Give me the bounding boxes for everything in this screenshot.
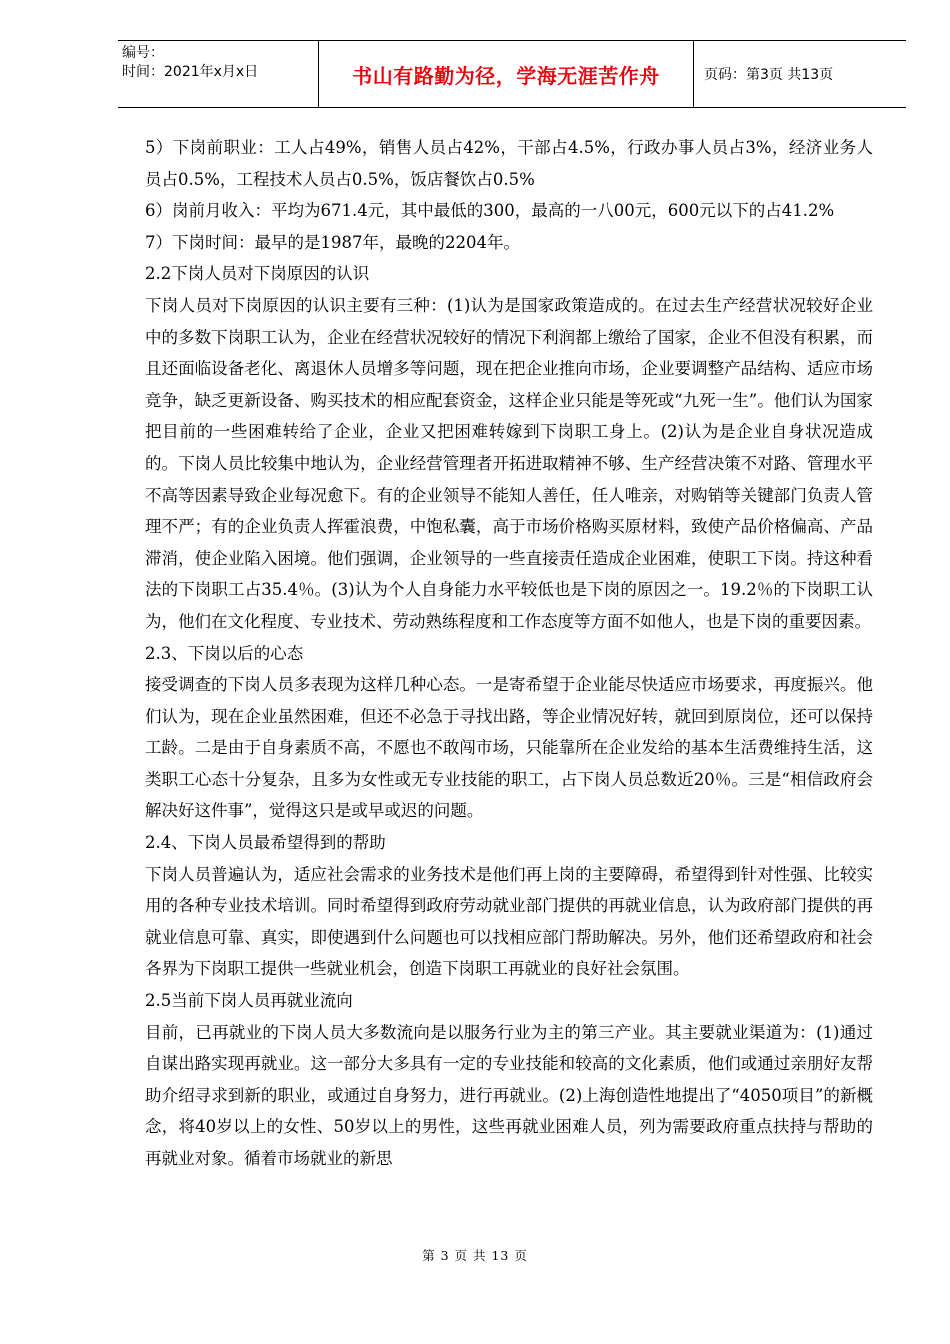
paragraph-reemployment-flow: 目前，已再就业的下岗人员大多数流向是以服务行业为主的第三产业。其主要就业渠道为：(1)通过自谋出路实现再就业。这一部分大多具有一定的专业技能和较高的文化素质，他们或通过亲朋好友帮助介绍寻求到新的职业，或通过自身努力，进行再就业。(2)上海创造性地提出了“4050项目”的新概念，将40岁以上的女性、50岁以上的男性，这些再就业困难人员，列为需要政府重点扶持与帮助的再就业对象。循着市场就业的新思 <box>145 1022 873 1168</box>
list-item-income: 6）岗前月收入：平均为671.4元，其中最低的300，最高的一八00元，600元以下的占41.2% <box>145 201 835 221</box>
header-motto: 书山有路勤为径，学海无涯苦作舟 <box>352 63 660 88</box>
page-header <box>118 40 906 108</box>
document-body <box>145 132 873 1175</box>
list-item-layoff-time: 7）下岗时间：最早的是1987年，最晚的2204年。 <box>145 232 520 252</box>
header-page-code: 页码：第3页 共13页 <box>704 66 834 83</box>
header-page-cell <box>694 41 907 108</box>
paragraph-mindset: 接受调查的下岗人员多表现为这样几种心态。一是寄希望于企业能尽快适应市场要求，再度振兴。他们认为，现在企业虽然困难，但还不必急于寻找出路，等企业情况好转，就回到原岗位，还可以保持工龄。二是由于自身素质不高，不愿也不敢闯市场，只能靠所在企业发给的基本生活费维持生活，这类职工心态十分复杂，且多为女性或无专业技能的职工，占下岗人员总数近20％。三是“相信政府会解决好这件事”，觉得这只是或早或迟的问题。 <box>145 675 873 821</box>
section-heading-2-5: 2.5当前下岗人员再就业流向 <box>145 991 353 1011</box>
document-number-label: 编号： <box>122 45 164 61</box>
page-footer-number: 第 3 页 共 13 页 <box>422 1248 528 1263</box>
section-heading-2-2: 2.2下岗人员对下岗原因的认识 <box>145 264 370 284</box>
section-heading-2-3: 2.3、下岗以后的心态 <box>145 643 304 663</box>
list-item-occupation: 5）下岗前职业：工人占49%，销售人员占42%，干部占4.5%，行政办事人员占3%，经济业务人员占0.5%，工程技术人员占0.5%，饭店餐饮占0.5% <box>145 138 873 189</box>
header-meta-cell <box>118 41 319 108</box>
section-heading-2-4: 2.4、下岗人员最希望得到的帮助 <box>145 833 386 853</box>
header-motto-cell <box>319 41 694 108</box>
document-time-label: 时间：2021年x月x日 <box>122 64 259 80</box>
paragraph-desired-help: 下岗人员普遍认为，适应社会需求的业务技术是他们再上岗的主要障碍，希望得到针对性强、比较实用的各种专业技术培训。同时希望得到政府劳动就业部门提供的再就业信息，认为政府部门提供的再就业信息可靠、真实，即使遇到什么问题也可以找相应部门帮助解决。另外，他们还希望政府和社会各界为下岗职工提供一些就业机会，创造下岗职工再就业的良好社会氛围。 <box>145 864 873 979</box>
paragraph-layoff-reasons: 下岗人员对下岗原因的认识主要有三种：(1)认为是国家政策造成的。在过去生产经营状况较好企业中的多数下岗职工认为，企业在经营状况较好的情况下利润都上缴给了国家，企业不但没有积累，而且还面临设备老化、离退休人员增多等问题，现在把企业推向市场，企业要调整产品结构、适应市场竞争，缺乏更新设备、购买技术的相应配套资金，这样企业只能是等死或“九死一生”。他们认为国家把目前的一些困难转给了企业，企业又把困难转嫁到下岗职工身上。(2)认为是企业自身状况造成的。下岗人员比较集中地认为，企业经营管理者开拓进取精神不够、生产经营决策不对路、管理水平不高等因素导致企业每况愈下。有的企业领导不能知人善任，任人唯亲，对购销等关键部门负责人管理不严；有的企业负责人挥霍浪费，中饱私囊，高于市场价格购买原材料，致使产品价格偏高、产品滞消，使企业陷入困境。他们强调，企业领导的一些直接责任造成企业困难，使职工下岗。持这种看法的下岗职工占35.4％。(3)认为个人自身能力水平较低也是下岗的原因之一。19.2％的下岗职工认为，他们在文化程度、专业技术、劳动熟练程度和工作态度等方面不如他人，也是下岗的重要因素。 <box>145 295 873 631</box>
